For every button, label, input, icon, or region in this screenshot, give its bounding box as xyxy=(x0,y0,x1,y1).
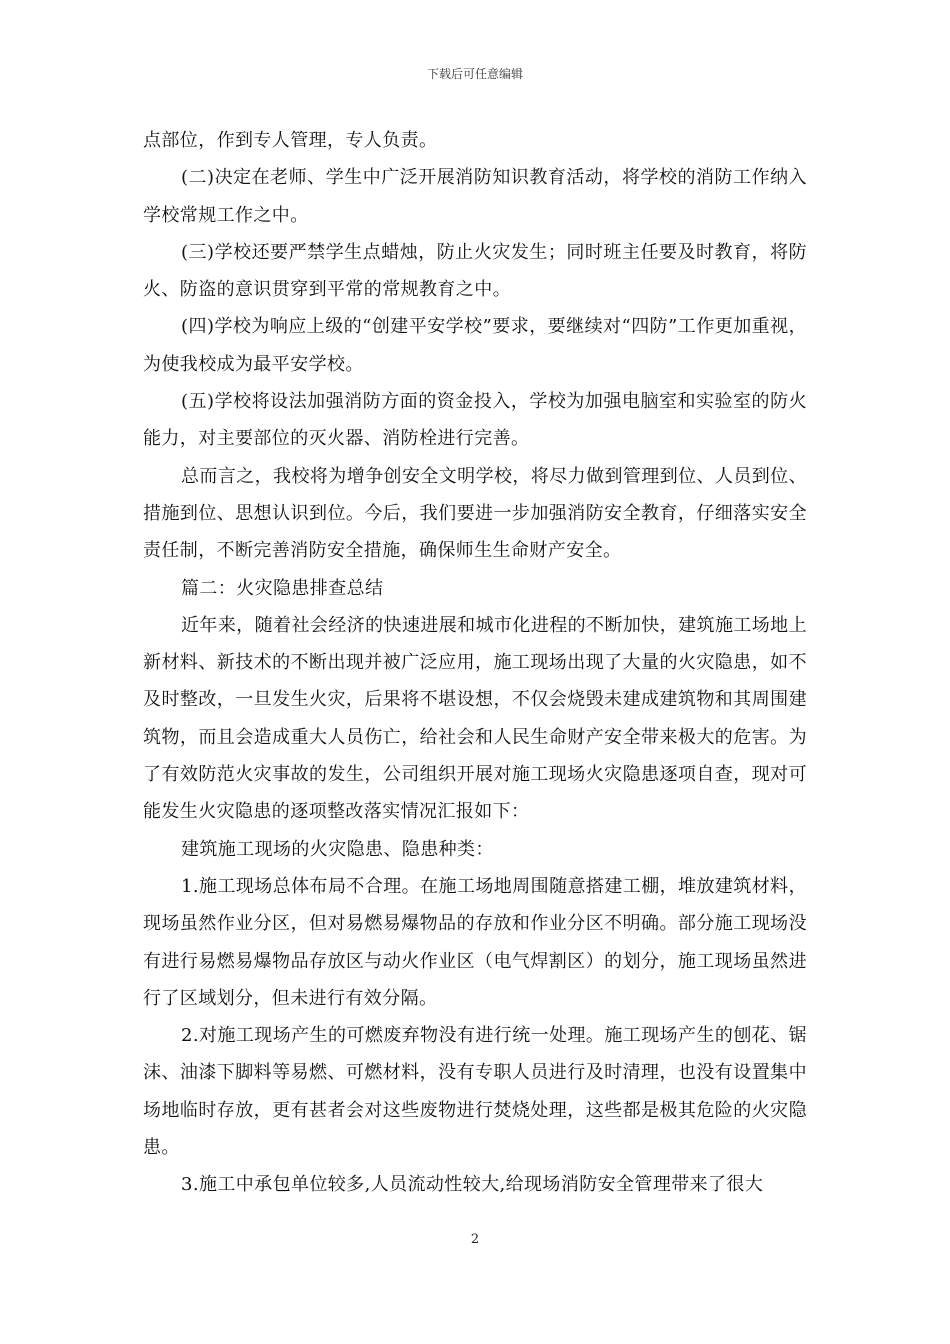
paragraph: (四)学校为响应上级的“创建平安学校”要求，要继续对“四防”工作更加重视，为使我校成为最平安学校。 xyxy=(143,316,807,375)
paragraph: 总而言之，我校将为增争创安全文明学校，将尽力做到管理到位、人员到位、措施到位、思想认识到位。今后，我们要进一步加强消防安全教育，仔细落实安全责任制，不断完善消防安全措施，确保师生生命财产安全。 xyxy=(143,465,807,562)
paragraph: (五)学校将设法加强消防方面的资金投入，学校为加强电脑室和实验室的防火能力，对主要部位的灭火器、消防栓进行完善。 xyxy=(143,391,807,450)
page-number: 2 xyxy=(470,1232,480,1247)
paragraph: 1.施工现场总体布局不合理。在施工场地周围随意搭建工棚，堆放建筑材料，现场虽然作业分区，但对易燃易爆物品的存放和作业分区不明确。部分施工现场没有进行易燃易爆物品存放区与动火作业区（电气焊割区）的划分，施工现场虽然进行了区域划分，但未进行有效分隔。 xyxy=(143,875,807,1009)
paragraph: (二)决定在老师、学生中广泛开展消防知识教育活动，将学校的消防工作纳入学校常规工作之中。 xyxy=(143,167,807,226)
paragraph: 近年来，随着社会经济的快速进展和城市化进程的不断加快，建筑施工场地上新材料、新技术的不断出现并被广泛应用，施工现场出现了大量的火灾隐患，如不及时整改，一旦发生火灾，后果将不堪设想，不仅会烧毁未建成建筑物和其周围建筑物，而且会造成重大人员伤亡，给社会和人民生命财产安全带来极大的危害。为了有效防范火灾事故的发生，公司组织开展对施工现场火灾隐患逐项自查，现对可能发生火灾隐患的逐项整改落实情况汇报如下： xyxy=(143,614,807,823)
paragraph: 3.施工中承包单位较多,人员流动性较大,给现场消防安全管理带来了很大 xyxy=(181,1174,764,1196)
paragraph: 2.对施工现场产生的可燃废弃物没有进行统一处理。施工现场产生的刨花、锯沫、油漆下脚料等易燃、可燃材料，没有专职人员进行及时清理，也没有设置集中场地临时存放，更有甚者会对这些废物进行焚烧处理，这些都是极其危险的火灾隐患。 xyxy=(143,1025,807,1159)
paragraph: (三)学校还要严禁学生点蜡烛，防止火灾发生；同时班主任要及时教育，将防火、防盗的意识贯穿到平常的常规教育之中。 xyxy=(143,241,807,301)
document-body xyxy=(143,122,807,1204)
page-header: 下载后可任意编辑 xyxy=(426,67,523,81)
paragraph: 建筑施工现场的火灾隐患、隐患种类： xyxy=(181,838,494,860)
paragraph: 点部位，作到专人管理，专人负责。 xyxy=(143,130,438,151)
section-heading: 篇二：火灾隐患排查总结 xyxy=(181,577,384,599)
